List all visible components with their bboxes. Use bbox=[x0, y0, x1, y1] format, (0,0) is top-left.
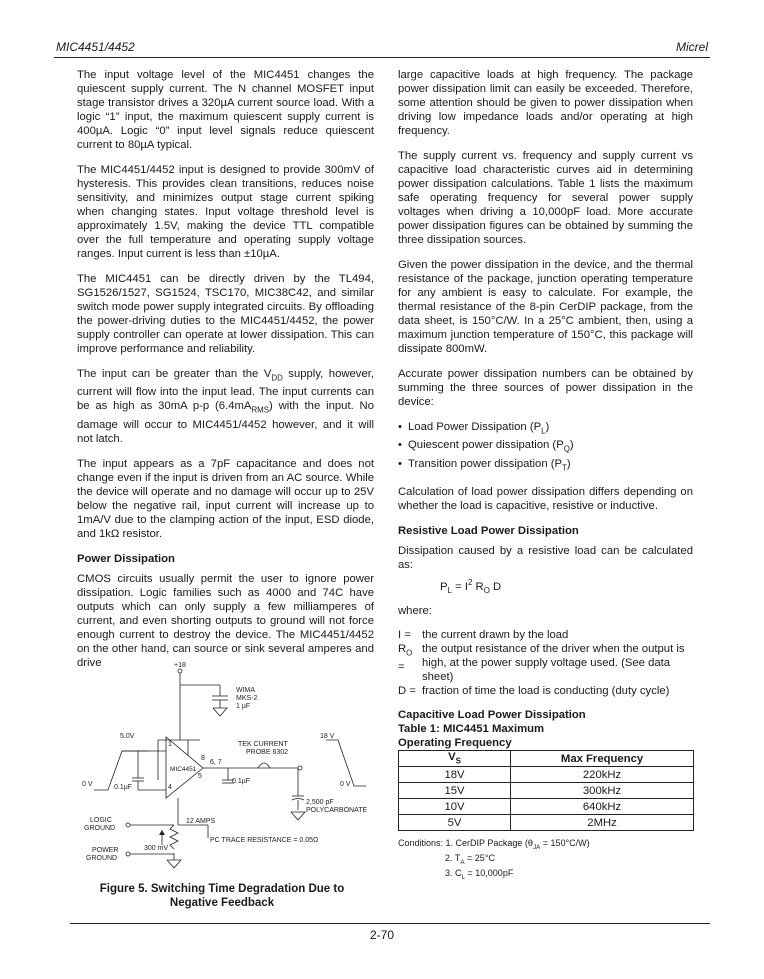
table-row: 5V 2MHz bbox=[399, 815, 694, 831]
figure-label-pc-trace: PC TRACE RESISTANCE = 0.05Ω bbox=[210, 837, 319, 844]
list-item: • Quiescent power dissipation $(P_Q)$ bbox=[398, 438, 693, 456]
figure-label-logic-ground: GROUND bbox=[84, 825, 116, 832]
heading-power-dissipation: Power Dissipation bbox=[77, 552, 175, 565]
figure-label-power: POWER bbox=[92, 847, 119, 854]
heading-capacitive-load: Capacitive Load Power Dissipation bbox=[398, 708, 586, 721]
figure-label-mks: MKS-2 bbox=[236, 695, 258, 702]
header-company: Micrel bbox=[676, 40, 708, 54]
figure-label-pin1: 1 bbox=[168, 741, 172, 748]
definition-ro: $R_O$ = the output resistance of the driver when the output is high, at the power supply voltage used. (See data sheet) bbox=[398, 642, 685, 683]
figure-label-pin4: 4 bbox=[168, 784, 172, 791]
figure-label-wima: WIMA bbox=[236, 687, 256, 694]
paragraph-resistive-intro: Dissipation caused by a resistive load can be calculated as: bbox=[398, 544, 693, 571]
figure-label-out-v: 18 V bbox=[320, 733, 335, 740]
paragraph-drivers: The MIC4451 can be directly driven by the TL494, SG1526/1527, SG1524, TSC170, MIC38C42, and similar switch mode power supply integrated circuits. By offloading the power-driving duties to the MIC4451/4452, the power supply controller can operate at lower dissipation. This can improve performance and reliability. bbox=[77, 273, 374, 355]
paragraph-thermal: Given the power dissipation in the device, and the thermal resistance of the package, junction operating temperature for any ambient is easy to calculate. For example, the thermal resistance of the 8-pin CerDIP package, from the data sheet, is 150°C/W. In a 25°C ambient, then, using a maximum junction temperature of 150°C, this package will dissipate 800mW. bbox=[398, 259, 693, 355]
paragraph-input-vdd: The input can be greater than the $V_{DD}$ supply, however, current will flow into the input lead. The input currents can be as high as 30mA p-p $(6.4mA_{RMS})$ with the input. No damage will occur to MIC4451/4452 however, and it will not latch. bbox=[77, 368, 374, 445]
where-label: where: bbox=[398, 604, 432, 617]
equation-pl: $P_L = I^2$ $R_O$ D bbox=[440, 577, 502, 595]
arrow-icon bbox=[159, 830, 165, 835]
figure-label-logic: LOGIC bbox=[90, 817, 112, 824]
figure-label-load-cap: 2,500 pF bbox=[306, 799, 334, 806]
list-item: • Transition power dissipation $(P_T)$ bbox=[398, 457, 693, 475]
figure-caption: Figure 5. Switching Time Degradation Due to Negative Feedback bbox=[99, 883, 345, 909]
figure-label-1uf: 1 µF bbox=[236, 703, 251, 710]
page-number: 2-70 bbox=[369, 928, 395, 942]
paragraph-load-types: Calculation of load power dissipation differs depending on whether the load is capacitive, resistive or inductive. bbox=[398, 485, 693, 512]
figure-label-mv: 300 mV bbox=[144, 845, 169, 852]
figure-label-in-v: 5.0V bbox=[120, 733, 135, 740]
table-header-vs: $V_S$ bbox=[399, 751, 511, 767]
heading-resistive-load: Resistive Load Power Dissipation bbox=[398, 524, 579, 537]
figure-label-ic: MIC4451 bbox=[170, 766, 197, 773]
figure-label-0v-out: 0 V bbox=[340, 781, 351, 788]
definition-d: D = fraction of time the load is conducting (duty cycle) bbox=[398, 684, 670, 697]
figure-label-pin8: 8 bbox=[201, 755, 205, 762]
figure-label-0v-in: 0 V bbox=[82, 781, 93, 788]
table-header-max-frequency: Max Frequency bbox=[511, 751, 694, 767]
paragraph-cmos: CMOS circuits usually permit the user to ignore power dissipation. Logic families such as 4000 and 74C have outputs which can only supply a few milliamperes of current, and even shorting outputs to ground will not force enough current to destroy the device. The MIC4451/4452 on the other hand, can source or sink several amperes and drive bbox=[77, 572, 374, 669]
list-item: • Load Power Dissipation $(P_L)$ bbox=[398, 420, 693, 438]
right-column bbox=[398, 68, 693, 728]
figure-label-plus18: +18 bbox=[174, 662, 186, 669]
figure-5-schematic bbox=[58, 660, 378, 880]
table-title: Table 1: MIC4451 Maximum Operating Frequency bbox=[398, 723, 545, 749]
table-header-row bbox=[399, 751, 694, 767]
left-column bbox=[77, 68, 374, 681]
header-rule bbox=[54, 57, 710, 58]
paragraph-input-capacitance: The input appears as a 7pF capacitance and does not change even if the input is driven from an AC source. While the device will operate and no damage will occur up to 25V below the negative rail, input current will increase up to 1mA/V due to the clamping action of the input, ESD diode, and 1kΩ resistor. bbox=[77, 457, 374, 540]
definition-i: I = the current drawn by the load bbox=[398, 628, 569, 641]
table-row: 10V 640kHz bbox=[399, 799, 694, 815]
footer-rule bbox=[70, 923, 710, 924]
paragraph-sources: Accurate power dissipation numbers can be obtained by summing the three sources of power dissipation in the device: bbox=[398, 368, 693, 408]
figure-label-cap-mid: 0.1µF bbox=[232, 778, 251, 785]
figure-label-power-ground: GROUND bbox=[86, 855, 118, 862]
table-row: 18V 220kHz bbox=[399, 767, 694, 783]
paragraph-supply-current: The supply current vs. frequency and supply current vs capacitive load characteristic curves aid in determining power dissipation calculations. Table 1 lists the maximum safe operating frequency for several power supply voltages when driving a 10,000pF load. More accurate power dissipation figures can be obtained by summing the three dissipation sources. bbox=[398, 150, 693, 246]
frequency-table bbox=[398, 750, 694, 831]
table-row: 15V 300kHz bbox=[399, 783, 694, 799]
table-conditions: Conditions: 1. CerDIP Package $(\theta_{JA} = 150^\circ C/W)$ 2. $T_A = 25^\circ C$ 3. $C_L = 10,000pF$ bbox=[398, 838, 590, 881]
header-part-number: MIC4451/4452 bbox=[56, 40, 135, 54]
paragraph-hysteresis: The MIC4451/4452 input is designed to provide 300mV of hysteresis. This provides clean transitions, reduces noise sensitivity, and minimizes output stage current spiking when changing states. Input voltage threshold level is approximately 1.5V, making the device TTL compatible over the full temperature and operating supply voltage ranges. Input current is less than ±10µA. bbox=[77, 164, 374, 260]
variable-definitions bbox=[398, 628, 693, 698]
figure-label-pin5: 5 bbox=[198, 773, 202, 780]
paragraph-quiescent-current: The input voltage level of the MIC4451 changes the quiescent supply current. The N channel MOSFET input stage transistor drives a 320µA current source load. With a logic “1” input, the maximum quiescent supply current is 400µA. Logic “0” input level signals reduce quiescent current to 80µA typical. bbox=[77, 69, 374, 151]
figure-label-polycarbonate: POLYCARBONATE bbox=[306, 807, 368, 814]
figure-label-cap-in: 0.1µF bbox=[114, 784, 133, 791]
figure-label-probe: PROBE 6302 bbox=[246, 749, 289, 756]
paragraph-capacitive-loads: large capacitive loads at high frequency. The package power dissipation limit can easily be exceeded. Therefore, some attention should be given to power dissipation when driving low impedance loads and/or operating at high frequency. bbox=[398, 69, 693, 137]
dissipation-list bbox=[398, 420, 693, 475]
figure-label-tek: TEK CURRENT bbox=[238, 741, 288, 748]
figure-label-amps: 12 AMPS bbox=[186, 818, 216, 825]
figure-label-pin67: 6, 7 bbox=[210, 759, 222, 766]
